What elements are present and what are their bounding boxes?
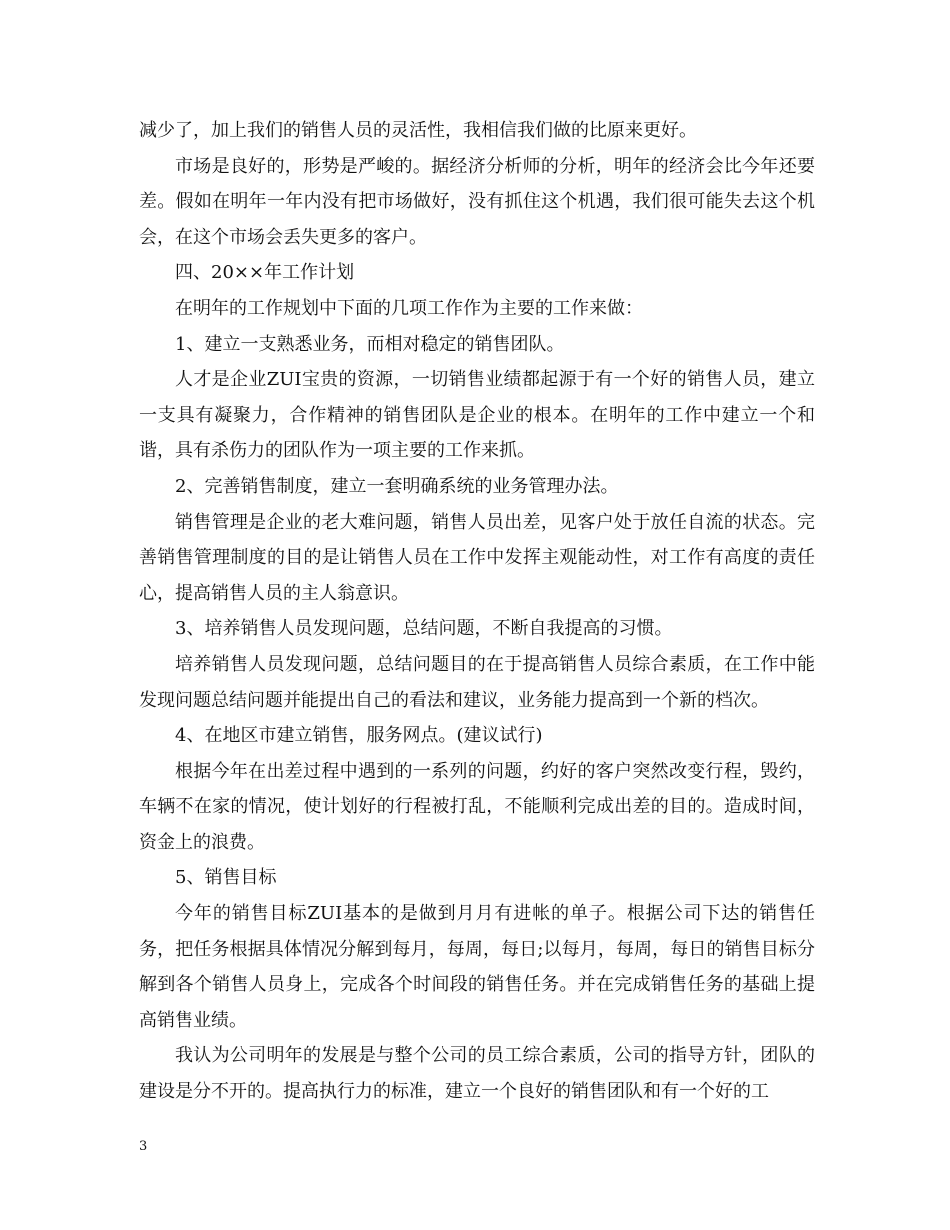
- page-number: 3: [139, 1139, 148, 1154]
- list-item-4-body: 根据今年在出差过程中遇到的一系列的问题，约好的客户突然改变行程，毁约，车辆不在家的情况，使计划好的行程被打乱，不能顺利完成出差的目的。造成时间，资金上的浪费。: [139, 760, 815, 853]
- paragraph-plan-intro: 在明年的工作规划中下面的几项工作作为主要的工作来做：: [175, 297, 643, 319]
- list-item-5-body: 今年的销售目标ZUI基本的是做到月月有进帐的单子。根据公司下达的销售任务，把任务根据具体情况分解到每月，每周，每日;以每月，每周，每日的销售目标分解到各个销售人员身上，完成各个时间段的销售任务。并在完成销售任务的基础上提高销售业绩。: [139, 903, 815, 1031]
- list-item-4-heading: 4、在地区市建立销售，服务网点。(建议试行): [175, 725, 543, 747]
- list-item-1-body: 人才是企业ZUI宝贵的资源，一切销售业绩都起源于有一个好的销售人员，建立一支具有凝聚力，合作精神的销售团队是企业的根本。在明年的工作中建立一个和谐，具有杀伤力的团队作为一项主要的工作来抓。: [139, 369, 815, 462]
- paragraph-continuation: 减少了，加上我们的销售人员的灵活性，我相信我们做的比原来更好。: [139, 120, 697, 141]
- list-item-2-body: 销售管理是企业的老大难问题，销售人员出差，见客户处于放任自流的状态。完善销售管理制度的目的是让销售人员在工作中发挥主观能动性，对工作有高度的责任心，提高销售人员的主人翁意识。: [139, 511, 815, 604]
- document-body: [139, 113, 815, 1110]
- list-item-2-heading: 2、完善销售制度，建立一套明确系统的业务管理办法。: [175, 475, 619, 497]
- list-item-5-heading: 5、销售目标: [175, 867, 277, 889]
- paragraph-conclusion: 我认为公司明年的发展是与整个公司的员工综合素质，公司的指导方针，团队的建设是分不开的。提高执行力的标准，建立一个良好的销售团队和有一个好的工: [139, 1045, 815, 1103]
- paragraph-market-situation: 市场是良好的，形势是严峻的。据经济分析师的分析，明年的经济会比今年还要差。假如在明年一年内没有把市场做好，没有抓住这个机遇，我们很可能失去这个机会，在这个市场会丢失更多的客户。: [139, 155, 815, 248]
- list-item-1-heading: 1、建立一支熟悉业务，而相对稳定的销售团队。: [175, 333, 565, 355]
- section-heading-work-plan: 四、20××年工作计划: [175, 262, 355, 284]
- list-item-3-body: 培养销售人员发现问题，总结问题目的在于提高销售人员综合素质，在工作中能发现问题总结问题并能提出自己的看法和建议，业务能力提高到一个新的档次。: [139, 653, 815, 711]
- list-item-3-heading: 3、培养销售人员发现问题，总结问题，不断自我提高的习惯。: [175, 618, 673, 640]
